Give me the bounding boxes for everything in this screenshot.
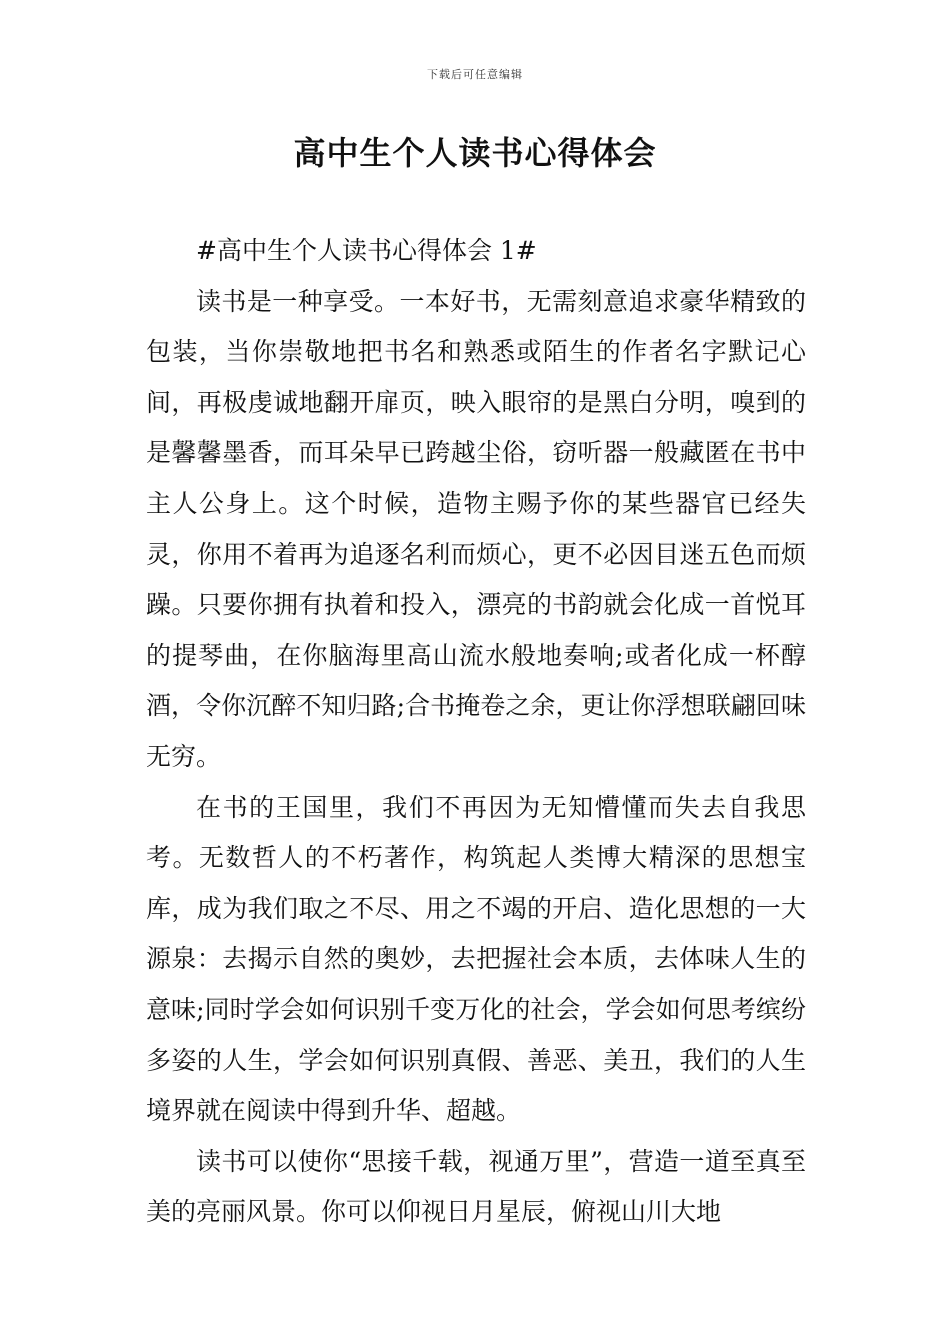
paragraph-2: 在书的王国里，我们不再因为无知懵懂而失去自我思考。无数哲人的不朽著作，构筑起人类博大精深的思想宝库，成为我们取之不尽、用之不竭的开启、造化思想的一大源泉：去揭示自然的奥妙，去把握社会本质，去体味人生的意味;同时学会如何识别千变万化的社会，学会如何思考缤纷多姿的人生，学会如何识别真假、善恶、美丑，我们的人生境界就在阅读中得到升华、超越。: [146, 792, 806, 1126]
document-title: 高中生个人读书心得体会: [293, 134, 657, 172]
section-heading: #高中生个人读书心得体会 1#: [196, 236, 537, 265]
header-note: 下载后可任意编辑: [427, 68, 523, 81]
paragraph-3: 读书可以使你“思接千载，视通万里”，营造一道至真至美的亮丽风景。你可以仰视日月星辰，俯视山川大地: [146, 1146, 806, 1227]
paragraph-1: 读书是一种享受。一本好书，无需刻意追求豪华精致的包装，当你崇敬地把书名和熟悉或陌生的作者名字默记心间，再极虔诚地翻开扉页，映入眼帘的是黑白分明，嗅到的是馨馨墨香，而耳朵早已跨越尘俗，窃听器一般藏匿在书中主人公身上。这个时候，造物主赐予你的某些器官已经失灵，你用不着再为追逐名利而烦心，更不必因目迷五色而烦躁。只要你拥有执着和投入，漂亮的书韵就会化成一首悦耳的提琴曲，在你脑海里高山流水般地奏响;或者化成一杯醇酒，令你沉醉不知归路;合书掩卷之余，更让你浮想联翩回味无穷。: [146, 286, 806, 771]
document-body: [146, 226, 806, 1238]
